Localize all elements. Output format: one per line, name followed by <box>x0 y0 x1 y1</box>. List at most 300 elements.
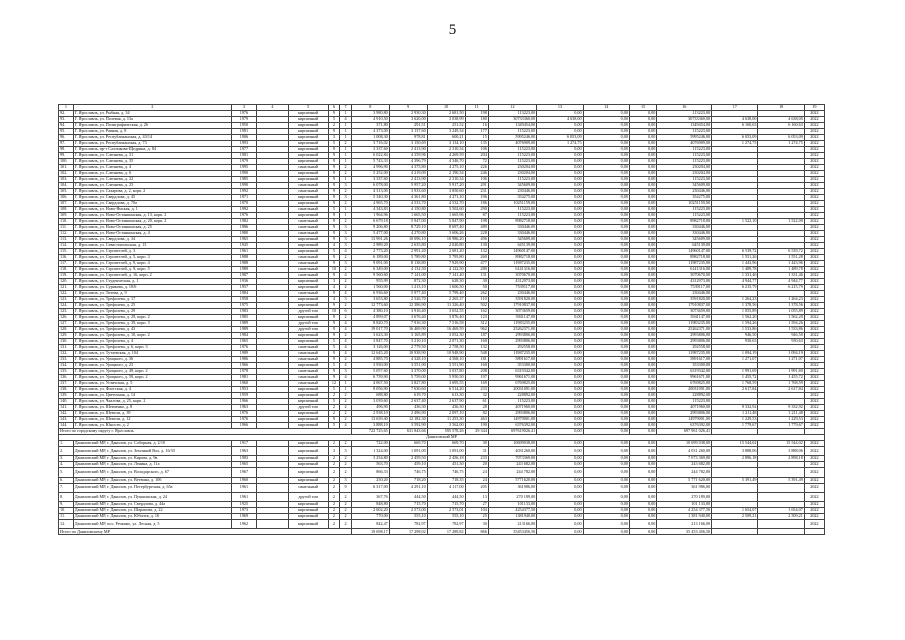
cell-k: 930,63 <box>758 339 804 345</box>
cell-b: 2 991,20 <box>389 249 427 255</box>
cell-i: 330446,00 <box>657 225 712 231</box>
cell-h: 0,00 <box>629 514 656 520</box>
cell-g: 0,00 <box>583 213 629 219</box>
cell-d: 30 <box>465 441 488 447</box>
cell-h: 0,00 <box>629 387 656 393</box>
cell-addr: Г. Ярославль, ул. Шевели, д. 12 <box>73 417 231 423</box>
cell-y: 2022 <box>804 147 824 153</box>
cell-fl: 9 <box>328 237 340 243</box>
cell-a: 6 936,60 <box>351 291 389 297</box>
cell-yr: 1957 <box>231 285 256 291</box>
cell-en: 1 <box>340 207 352 213</box>
cell-a: 3 930,00 <box>351 363 389 369</box>
cell-mat: кирпичный <box>288 201 328 207</box>
cell-mat: кирпичный <box>288 171 328 177</box>
cell-g: 0,00 <box>583 261 629 267</box>
cell-fl: 2 <box>328 405 340 411</box>
cell-a: 1 560,00 <box>351 285 389 291</box>
cell-en: 4 <box>340 291 352 297</box>
cell-yr: 1992 <box>231 207 256 213</box>
cell-g: 0,00 <box>583 135 629 141</box>
cell-c: 2 456,18 <box>427 456 465 462</box>
total-f: 0,00 <box>537 529 583 535</box>
cell-f: 0,00 <box>537 285 583 291</box>
cell-y: 2022 <box>804 357 824 363</box>
cell-d: 502 <box>465 303 488 309</box>
cell-j: 1 378,56 <box>712 303 758 309</box>
column-number: 13 <box>537 105 583 111</box>
cell-y: 2022 <box>804 231 824 237</box>
cell-c: 2 681,50 <box>427 111 465 117</box>
total-b: 631 843,66 <box>389 429 427 435</box>
cell-en: 4 <box>340 339 352 345</box>
cell-addr: Г. Ярославль, ул. Трефолева, д. 10, корп. 2 <box>73 333 231 339</box>
total-i: 697 961 026,41 <box>657 429 712 435</box>
cell-g: 0,00 <box>583 279 629 285</box>
cell-i: 228892,00 <box>657 393 712 399</box>
cell-addr: Даниловский МР, г. Данилов, ул. Пушкинская, д. 24 <box>73 492 231 501</box>
cell-c: 2 758,50 <box>427 345 465 351</box>
cell-yr: 1977 <box>231 147 256 153</box>
cell-b: 4 533,70 <box>389 201 427 207</box>
cell-f: 0,00 <box>537 399 583 405</box>
cell-no: 3. <box>59 456 74 462</box>
cell-y: 2022 <box>804 207 824 213</box>
cell-a: 2 602,20 <box>351 508 389 514</box>
cell-y: 2022 <box>804 309 824 315</box>
cell-d: 290 <box>465 207 488 213</box>
cell-mat: панельный <box>288 207 328 213</box>
cell-y: 2022 <box>804 243 824 249</box>
page-number: 5 <box>448 22 457 38</box>
cell-j: 1 055,89 <box>712 309 758 315</box>
cell-e: 10251159,00 <box>488 201 536 207</box>
cell-b: 3 827,80 <box>389 381 427 387</box>
cell-j: 1 489,78 <box>712 267 758 273</box>
cell-f: 0,00 <box>537 201 583 207</box>
total-c: 595 578,26 <box>427 429 465 435</box>
column-number: 8 <box>351 105 389 111</box>
cell-a: 19 017,70 <box>351 327 389 333</box>
cell-k <box>758 468 804 477</box>
cell-no: 99. <box>59 153 74 159</box>
cell-e: 230446,00 <box>488 189 536 195</box>
cell-en: 2 <box>340 405 352 411</box>
cell-g: 0,00 <box>583 195 629 201</box>
cell-en: 2 <box>340 165 352 171</box>
cell-yr: 1965 <box>231 339 256 345</box>
cell-addr: Г. Ярославль, ул. Ново-Останкинская, д. 4 <box>73 231 231 237</box>
cell-d: 13 <box>465 492 488 501</box>
cell-d: 24 <box>465 477 488 483</box>
cell-no: 4. <box>59 462 74 468</box>
cell-b: 1 665,50 <box>389 213 427 219</box>
cell-i: 292558,00 <box>657 345 712 351</box>
cell-i: 115223,00 <box>657 147 712 153</box>
cell-a: 842,47 <box>351 520 389 529</box>
cell-no: 137. <box>59 381 74 387</box>
cell-b: 2 496,90 <box>389 411 427 417</box>
cell-c: 2 020,80 <box>427 243 465 249</box>
cell-g: 0,00 <box>583 423 629 429</box>
cell-i: 2993806,00 <box>657 333 712 339</box>
cell-fl: 9 <box>328 147 340 153</box>
cell-fl: 5 <box>328 423 340 429</box>
cell-h: 0,00 <box>629 201 656 207</box>
cell-j: 1 271,07 <box>712 357 758 363</box>
cell-g: 0,00 <box>583 231 629 237</box>
cell-j: 1 094,19 <box>712 351 758 357</box>
cell-i: 3941147,00 <box>657 315 712 321</box>
cell-h: 0,00 <box>629 405 656 411</box>
cell-h: 0,00 <box>629 315 656 321</box>
cell-h: 0,00 <box>629 243 656 249</box>
cell-h: 0,00 <box>629 363 656 369</box>
cell-no: 113. <box>59 237 74 243</box>
cell-i: 4 254 377,50 <box>657 508 712 514</box>
cell-f: 0,00 <box>537 456 583 462</box>
cell-i: 10 699 038,00 <box>657 441 712 447</box>
cell-d: 106 <box>465 147 488 153</box>
cell-fl: 9 <box>328 213 340 219</box>
cell-g: 0,00 <box>583 375 629 381</box>
cell-f: 0,00 <box>537 339 583 345</box>
cell-yr: 1966 <box>231 423 256 429</box>
cell-i: 3073659,00 <box>657 309 712 315</box>
cell-h: 0,00 <box>629 249 656 255</box>
cell-e: 645139,00 <box>488 243 536 249</box>
cell-yr: 1973 <box>231 508 256 514</box>
cell-c: 11 255,30 <box>427 417 465 423</box>
cell-e: 115223,00 <box>488 399 536 405</box>
cell-h: 0,00 <box>629 129 656 135</box>
cell-k: 3 888,06 <box>758 447 804 456</box>
cell-no: 139. <box>59 393 74 399</box>
cell-b: 5 759,00 <box>389 375 427 381</box>
cell-i: 14960147,00 <box>657 249 712 255</box>
cell-mat: кирпичный <box>288 147 328 153</box>
total-g: 0,00 <box>583 529 629 535</box>
table-body <box>59 105 825 535</box>
cell-c: 3 551,90 <box>427 363 465 369</box>
cell-f: 0,00 <box>537 213 583 219</box>
cell-b: 8 729,10 <box>389 225 427 231</box>
cell-en: 2 <box>340 279 352 285</box>
cell-g: 0,00 <box>583 267 629 273</box>
cell-g: 0,00 <box>583 483 629 492</box>
cell-f: 0,00 <box>537 447 583 456</box>
cell-g: 0,00 <box>583 468 629 477</box>
cell-g: 0,00 <box>583 111 629 117</box>
cell-a: 1 324,00 <box>351 447 389 456</box>
cell-j: 1 594,26 <box>712 321 758 327</box>
cell-c: 2 265,37 <box>427 297 465 303</box>
cell-c: 715,70 <box>427 502 465 508</box>
cell-c: 451,30 <box>427 462 465 468</box>
cell-d: 31 <box>465 447 488 456</box>
cell-k: 1 522,09 <box>758 219 804 225</box>
cell-mat: кирпичный <box>288 393 328 399</box>
cell-i: 230446,00 <box>657 291 712 297</box>
cell-g: 0,00 <box>583 207 629 213</box>
cell-b: 746,75 <box>389 468 427 477</box>
cell-no: 122. <box>59 291 74 297</box>
cell-en: 3 <box>340 237 352 243</box>
cell-mat: панельный <box>288 261 328 267</box>
cell-f: 0,00 <box>537 393 583 399</box>
cell-y: 2022 <box>804 255 824 261</box>
cell-a: 3 254,80 <box>351 456 389 462</box>
cell-c: 5 917,20 <box>427 183 465 189</box>
cell-y: 2022 <box>804 508 824 514</box>
cell-h: 0,00 <box>629 159 656 165</box>
cell-g: 0,00 <box>583 321 629 327</box>
cell-a: 371,80 <box>351 123 389 129</box>
cell-fl: 5 <box>328 399 340 405</box>
cell-y: 2022 <box>804 297 824 303</box>
total-e: 35453456,50 <box>488 529 536 535</box>
cell-i: 243 682,00 <box>657 462 712 468</box>
cell-g: 0,00 <box>583 502 629 508</box>
cell-k: 2 898,18 <box>758 456 804 462</box>
cell-addr: Г. Ярославль, ул. Трефолева, д. 6, корп. 3 <box>73 345 231 351</box>
cell-k: 1 654,07 <box>758 508 804 514</box>
cell-yr: 1989 <box>231 351 256 357</box>
cell-i: 115223,00 <box>657 153 712 159</box>
cell-c: 7 141,40 <box>427 273 465 279</box>
cell-j: 2 896,18 <box>712 456 758 462</box>
cell-yr: 1967 <box>231 468 256 477</box>
cell-b: 444,50 <box>389 492 427 501</box>
cell-y: 2022 <box>804 219 824 225</box>
cell-b: 8 138,80 <box>389 261 427 267</box>
cell-e: 3941147,00 <box>488 315 536 321</box>
cell-en: 2 <box>340 315 352 321</box>
total-e: 697619026,41 <box>488 429 536 435</box>
cell-mat: кирпичный <box>288 129 328 135</box>
cell-b: 4 291,10 <box>389 483 427 492</box>
cell-c: 436,30 <box>427 405 465 411</box>
cell-d: 82 <box>465 411 488 417</box>
cell-fl: 9 <box>328 261 340 267</box>
cell-y: 2022 <box>804 333 824 339</box>
cell-j: 930,63 <box>712 339 758 345</box>
cell-no: 125. <box>59 309 74 315</box>
cell-b: 7 630,60 <box>389 387 427 393</box>
cell-a: 6 317,00 <box>351 483 389 492</box>
cell-mat: панельный <box>288 273 328 279</box>
cell-en: 2 <box>340 520 352 529</box>
cell-a: 367,76 <box>351 492 389 501</box>
cell-f: 6 053,09 <box>537 135 583 141</box>
cell-i: 4312973,00 <box>657 279 712 285</box>
cell-f: 0,00 <box>537 171 583 177</box>
cell-y: 2022 <box>804 303 824 309</box>
cell-h: 0,00 <box>629 447 656 456</box>
cell-addr: Г. Ярославль, ул. Трефолева, д. 29, корп. 2 <box>73 315 231 321</box>
cell-c: 4 532,70 <box>427 201 465 207</box>
column-number: 6 <box>328 105 340 111</box>
cell-g: 0,00 <box>583 237 629 243</box>
cell-r <box>257 520 289 529</box>
cell-a: 5 057,60 <box>351 369 389 375</box>
cell-i: 115223,00 <box>657 213 712 219</box>
cell-g: 0,00 <box>583 153 629 159</box>
cell-fl: 2 <box>328 483 340 492</box>
cell-no: 111. <box>59 225 74 231</box>
cell-y: 2022 <box>804 249 824 255</box>
cell-en: 4 <box>340 327 352 333</box>
total-f: 0,00 <box>537 429 583 435</box>
cell-h: 0,00 <box>629 213 656 219</box>
cell-a: 3 337,60 <box>351 147 389 153</box>
cell-f: 0,00 <box>537 153 583 159</box>
cell-e: 113223,00 <box>488 111 536 117</box>
cell-en: 3 <box>340 297 352 303</box>
cell-a: 3 039,60 <box>351 399 389 405</box>
cell-mat: панельный <box>288 291 328 297</box>
cell-g: 0,00 <box>583 219 629 225</box>
cell-e: 9961671,00 <box>488 375 536 381</box>
cell-yr: 1978 <box>231 369 256 375</box>
cell-e: 353300,00 <box>488 363 536 369</box>
cell-y: 2022 <box>804 195 824 201</box>
cell-mat: кирпичный <box>288 117 328 123</box>
cell-addr: Г. Ярославль, ул. Трефолева, д. 17 <box>73 297 231 303</box>
cell-fl: 9 <box>328 333 340 339</box>
cell-en: 2 <box>340 189 352 195</box>
cell-yr: 1906 <box>231 135 256 141</box>
cell-yr: 1979 <box>231 117 256 123</box>
cell-b: 4 375,80 <box>389 165 427 171</box>
cell-f: 0,00 <box>537 249 583 255</box>
cell-h: 0,00 <box>629 279 656 285</box>
cell-en: 2 <box>340 303 352 309</box>
cell-g: 0,00 <box>583 189 629 195</box>
cell-g: 0,00 <box>583 441 629 447</box>
cell-y: 2022 <box>804 189 824 195</box>
cell-d: 181 <box>465 357 488 363</box>
cell-a: 3 980,80 <box>351 111 389 117</box>
cell-y: 2022 <box>804 520 824 529</box>
cell-i: 330446,00 <box>657 231 712 237</box>
cell-y: 2022 <box>804 123 824 129</box>
cell-no: 127. <box>59 321 74 327</box>
cell-no: 100. <box>59 159 74 165</box>
cell-b: 436,30 <box>389 405 427 411</box>
cell-i: 5891617,00 <box>657 357 712 363</box>
cell-mat: панельный <box>288 483 328 492</box>
cell-no: 136. <box>59 375 74 381</box>
cell-h: 0,00 <box>629 333 656 339</box>
cell-f: 0,00 <box>537 333 583 339</box>
cell-k: 1 489,78 <box>758 267 804 273</box>
cell-e: 270 189,00 <box>488 492 536 501</box>
cell-d: 72 <box>465 159 488 165</box>
cell-b: 2 459,50 <box>389 456 427 462</box>
cell-yr: 1976 <box>231 213 256 219</box>
cell-i: 4 031 260,00 <box>657 447 712 456</box>
cell-fl: 2 <box>328 514 340 520</box>
cell-yr: 1966 <box>231 363 256 369</box>
cell-f: 0,00 <box>537 381 583 387</box>
cell-c: 4 568,10 <box>427 357 465 363</box>
cell-mat: кирпичный <box>288 135 328 141</box>
cell-e: 6141316,00 <box>488 267 536 273</box>
cell-r <box>257 447 289 456</box>
cell-no: 110. <box>59 219 74 225</box>
cell-d: 131 <box>465 273 488 279</box>
cell-mat: другой тип <box>288 405 328 411</box>
cell-yr: 1975 <box>231 303 256 309</box>
cell-j: 2 617,84 <box>712 387 758 393</box>
cell-c: 3 652,55 <box>427 309 465 315</box>
cell-en: 2 <box>340 219 352 225</box>
cell-d: 169 <box>465 381 488 387</box>
cell-fl: 5 <box>328 117 340 123</box>
cell-e: 3070670,00 <box>488 273 536 279</box>
cell-a: 2 938,10 <box>351 411 389 417</box>
cell-y: 2022 <box>804 225 824 231</box>
cell-g: 0,00 <box>583 351 629 357</box>
cell-no: 144. <box>59 423 74 429</box>
cell-b: 2 779,50 <box>389 345 427 351</box>
cell-yr: 1965 <box>231 237 256 243</box>
cell-mat: панельный <box>288 369 328 375</box>
cell-g: 0,00 <box>583 255 629 261</box>
cell-g: 0,00 <box>583 417 629 423</box>
cell-en: 2 <box>340 417 352 423</box>
cell-fl: 9 <box>328 195 340 201</box>
cell-a: 5 252,00 <box>351 171 389 177</box>
cell-k: 9 332,92 <box>758 405 804 411</box>
cell-fl: 2 <box>328 502 340 508</box>
cell-mat: кирпичный <box>288 363 328 369</box>
cell-g: 0,00 <box>583 405 629 411</box>
cell-fl: 9 <box>328 129 340 135</box>
cell-i: 6141316,00 <box>657 267 712 273</box>
cell-c: 1 091,00 <box>427 447 465 456</box>
cell-d: 160 <box>465 363 488 369</box>
cell-g: 0,00 <box>583 357 629 363</box>
cell-d: 106 <box>465 177 488 183</box>
cell-d: 280 <box>465 267 488 273</box>
cell-no: 105. <box>59 189 74 195</box>
cell-addr: Г. Ярославль, ул. Титова, д. 9 <box>73 291 231 297</box>
cell-k: 1 779,67 <box>758 423 804 429</box>
cell-g: 0,00 <box>583 273 629 279</box>
cell-yr: 1963 <box>231 447 256 456</box>
cell-f: 0,00 <box>537 520 583 529</box>
cell-j: 15 544,02 <box>712 441 758 447</box>
table-row <box>59 483 825 492</box>
cell-h: 0,00 <box>629 381 656 387</box>
cell-a: 6 349,00 <box>351 267 389 273</box>
cell-mat: кирпичный <box>288 303 328 309</box>
cell-b: 4 270,80 <box>389 231 427 237</box>
cell-no: 114. <box>59 243 74 249</box>
cell-y: 2022 <box>804 171 824 177</box>
cell-j: 3 888,06 <box>712 447 758 456</box>
cell-addr: Г. Ярославль, ул. Республиканская, д. 43/14 <box>73 135 231 141</box>
cell-h: 0,00 <box>629 321 656 327</box>
cell-c: 3 606,26 <box>427 231 465 237</box>
cell-y: 2022 <box>804 321 824 327</box>
cell-c: 251,52 <box>427 123 465 129</box>
cell-k: 1 264,23 <box>758 297 804 303</box>
cell-i: 115223,00 <box>657 399 712 405</box>
cell-b: 669,70 <box>389 441 427 447</box>
